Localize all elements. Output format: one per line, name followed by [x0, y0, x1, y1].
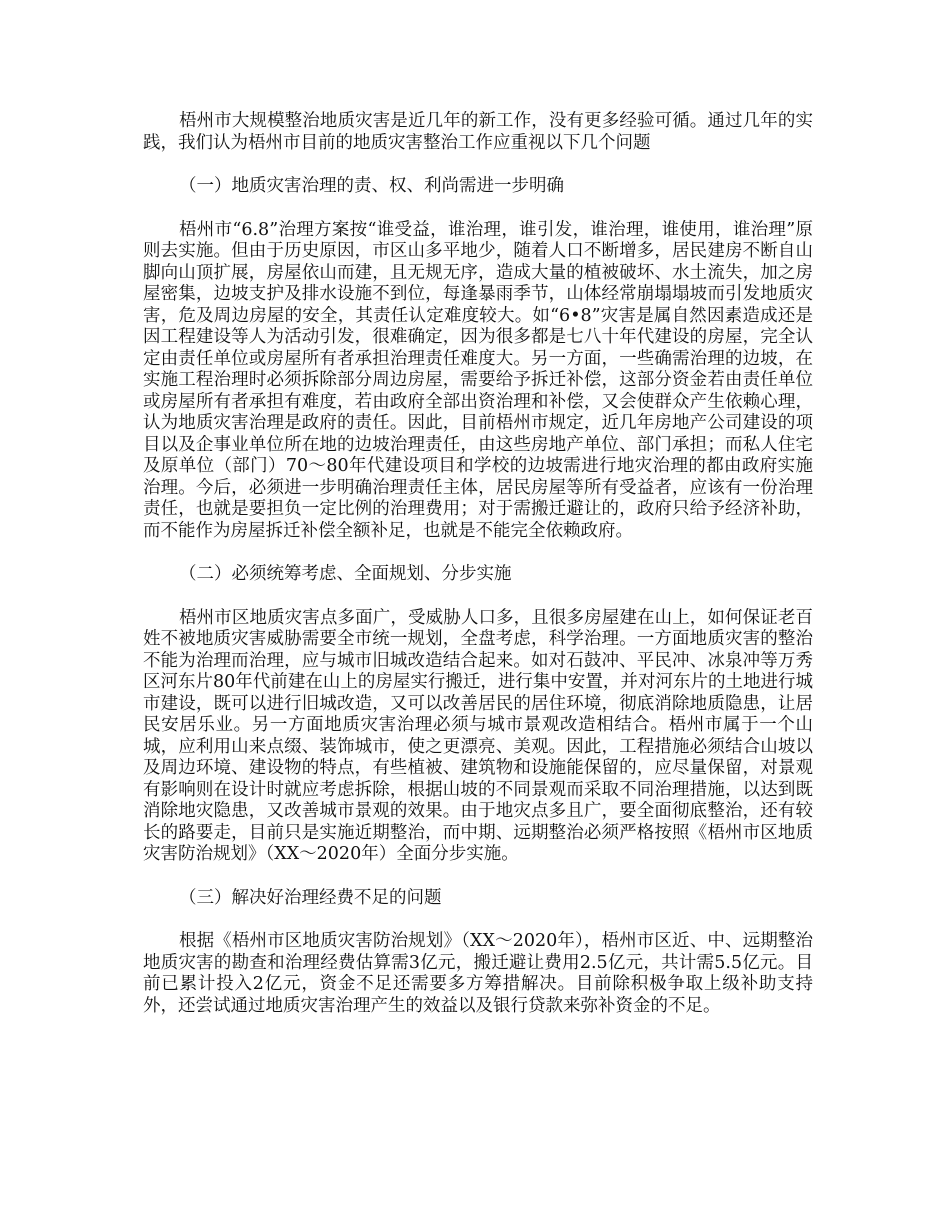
document-page	[143, 111, 813, 1039]
section-2-heading: （二）必须统筹考虑、全面规划、分步实施	[179, 564, 512, 584]
intro-paragraph: 梧州市大规模整治地质灾害是近几年的新工作，没有更多经验可循。通过几年的实践，我们认为梧州市目前的地质灾害整治工作应重视以下几个问题	[143, 111, 813, 153]
section-1-heading: （一）地质灾害治理的责、权、利尚需进一步明确	[179, 176, 564, 196]
section-3-heading: （三）解决好治理经费不足的问题	[179, 887, 442, 908]
section-3-body: 根据《梧州市区地质灾害防治规划》（XX～2020年），梧州市区近、中、远期整治地质灾害的勘查和治理经费估算需3亿元，搬迁避让费用2.5亿元，共计需5.5亿元。目前已累计投入2亿元，资金不足还需要多方筹措解决。目前除积极争取上级补助支持外，还尝试通过地质灾害治理产生的效益以及银行贷款来弥补资金的不足。	[143, 931, 813, 1016]
section-1-body: 梧州市“6.8”治理方案按“谁受益，谁治理，谁引发，谁治理，谁使用，谁治理”原则去实施。但由于历史原因，市区山多平地少，随着人口不断增多，居民建房不断自山脚向山顶扩展，房屋依山而建，且无规无序，造成大量的植被破坏、水土流失，加之房屋密集，边坡支护及排水设施不到位，每逢暴雨季节，山体经常崩塌塌坡而引发地质灾害，危及周边房屋的安全，其责任认定难度较大。如“6•8”灾害是属自然因素造成还是因工程建设等人为活动引发，很难确定，因为很多都是七八十年代建设的房屋，完全认定由责任单位或房屋所有者承担治理责任难度大。另一方面，一些确需治理的边坡，在实施工程治理时必须拆除部分周边房屋，需要给予拆迁补偿，这部分资金若由责任单位或房屋所有者承担有难度，若由政府全部出资治理和补偿，又会使群众产生依赖心理，认为地质灾害治理是政府的责任。因此，目前梧州市规定，近几年房地产公司建设的项目以及企事业单位所在地的边坡治理责任，由这些房地产单位、部门承担；而私人住宅及原单位（部门）70～80年代建设项目和学校的边坡需进行地灾治理的都由政府实施治理。今后，必须进一步明确治理责任主体，居民房屋等所有受益者，应该有一份治理责任，也就是要担负一定比例的治理费用；对于需搬迁避让的，政府只给予经济补助，而不能作为房屋拆迁补偿全额补足，也就是不能完全依赖政府。	[143, 219, 813, 541]
section-2-body: 梧州市区地质灾害点多面广，受威胁人口多，且很多房屋建在山上，如何保证老百姓不被地质灾害威胁需要全市统一规划，全盘考虑，科学治理。一方面地质灾害的整治不能为治理而治理，应与城市旧城改造结合起来。如对石鼓冲、平民冲、冰泉冲等万秀区河东片80年代前建在山上的房屋实行搬迁，进行集中安置，并对河东片的土地进行城市建设，既可以进行旧城改造，又可以改善居民的居住环境，彻底消除地质隐患，让居民安居乐业。另一方面地质灾害治理必须与城市景观改造相结合。梧州市属于一个山城，应利用山来点缀、装饰城市，使之更漂亮、美观。因此，工程措施必须结合山坡以及周边环境、建设物的特点，有些植被、建筑物和设施能保留的，应尽量保留，对景观有影响则在设计时就应考虑拆除，根据山坡的不同景观而采取不同治理措施，以达到既消除地灾隐患，又改善城市景观的效果。由于地灾点多且广，要全面彻底整治，还有较长的路要走，目前只是实施近期整治，而中期、远期整治必须严格按照《梧州市区地质灾害防治规划》（XX～2020年）全面分步实施。	[143, 607, 813, 864]
